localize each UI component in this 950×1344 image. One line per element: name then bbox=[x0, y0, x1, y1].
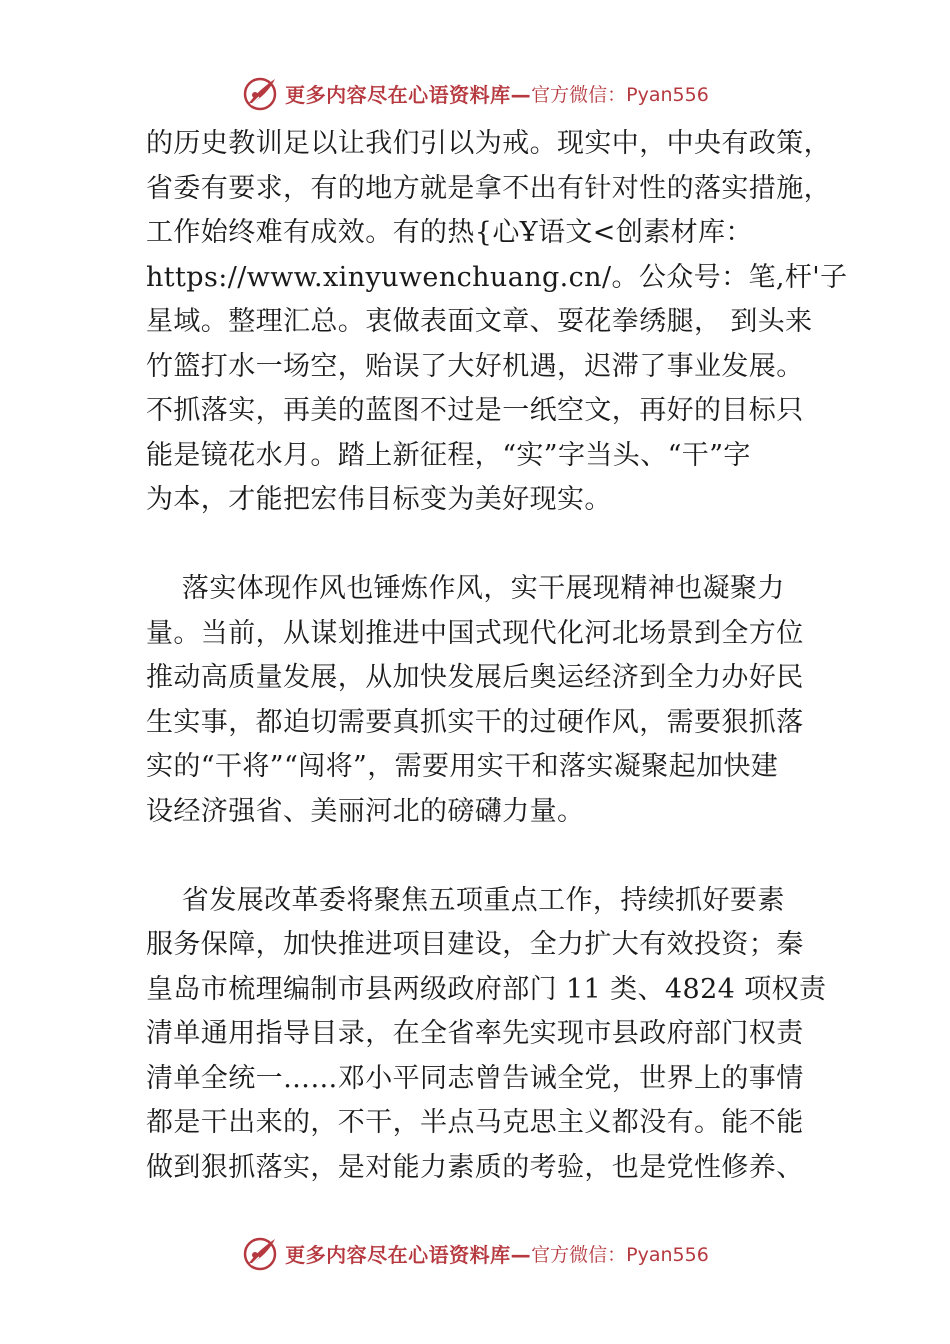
text-line: 竹篮打水一场空，贻误了大好机遇，迟滞了事业发展。 bbox=[146, 350, 804, 382]
footer-banner-wechat: 官方微信：Pyan556 bbox=[531, 1243, 709, 1266]
text-line: 清单全统一……邓小平同志曾告诫全党，世界上的事情 bbox=[146, 1062, 804, 1094]
text-line: 省委有要求，有的地方就是拿不出有针对性的落实措施， bbox=[146, 172, 831, 204]
footer-banner bbox=[0, 1228, 950, 1278]
quill-logo-icon bbox=[241, 73, 281, 113]
footer-banner-text: 更多内容尽在心语资料库— bbox=[285, 1242, 532, 1267]
text-line: 设经济强省、美丽河北的磅礴力量。 bbox=[146, 795, 585, 827]
document-body bbox=[146, 122, 848, 1190]
paragraph-gap bbox=[146, 523, 826, 568]
paragraph-2 bbox=[146, 567, 826, 834]
text-line: 做到狠抓落实，是对能力素质的考验，也是党性修养、 bbox=[146, 1151, 804, 1183]
text-line: 清单通用指导目录，在全省率先实现市县政府部门权责 bbox=[146, 1018, 804, 1049]
paragraph-gap bbox=[146, 834, 826, 879]
text-line: 星域。整理汇总。衷做表面文章、耍花拳绣腿， 到头来 bbox=[146, 306, 813, 337]
header-banner-wechat: 官方微信：Pyan556 bbox=[531, 83, 709, 106]
header-banner bbox=[0, 68, 950, 118]
text-line: 工作始终难有成效。有的热{心Ұ语文<创素材库： bbox=[146, 217, 753, 248]
text-line: 量。当前，从谋划推进中国式现代化河北场景到全方位 bbox=[146, 617, 804, 649]
text-line: 生实事，都迫切需要真抓实干的过硬作风，需要狠抓落 bbox=[146, 706, 804, 738]
text-line: 为本，才能把宏伟目标变为美好现实。 bbox=[146, 484, 612, 515]
text-line: 推动高质量发展，从加快发展后奥运经济到全力办好民 bbox=[146, 662, 804, 693]
text-line: 皇岛市梳理编制市县两级政府部门 11 类、4824 项权责 bbox=[146, 973, 827, 1005]
text-line: 都是干出来的，不干，半点马克思主义都没有。能不能 bbox=[146, 1107, 804, 1138]
text-line: 不抓落实，再美的蓝图不过是一纸空文，再好的目标只 bbox=[146, 395, 804, 426]
text-line: 的历史教训足以让我们引以为戒。现实中，中央有政策， bbox=[146, 128, 831, 159]
text-line: https://www.xinyuwenchuang.cn/。公众号：笔,杆'子 bbox=[146, 261, 848, 293]
text-line: 省发展改革委将聚焦五项重点工作，持续抓好要素 bbox=[146, 884, 785, 916]
text-line: 落实体现作风也锤炼作风，实干展现精神也凝聚力 bbox=[146, 573, 785, 604]
text-line: 实的“干将”“闯将”，需要用实干和落实凝聚起加快建 bbox=[146, 751, 779, 782]
text-line: 服务保障，加快推进项目建设，全力扩大有效投资；秦 bbox=[146, 929, 804, 960]
header-banner-text: 更多内容尽在心语资料库— bbox=[285, 82, 532, 107]
paragraph-1 bbox=[146, 122, 848, 523]
quill-logo-icon bbox=[241, 1233, 281, 1273]
paragraph-3 bbox=[146, 879, 826, 1191]
text-line: 能是镜花水月。踏上新征程，“实”字当头、“干”字 bbox=[146, 439, 751, 471]
